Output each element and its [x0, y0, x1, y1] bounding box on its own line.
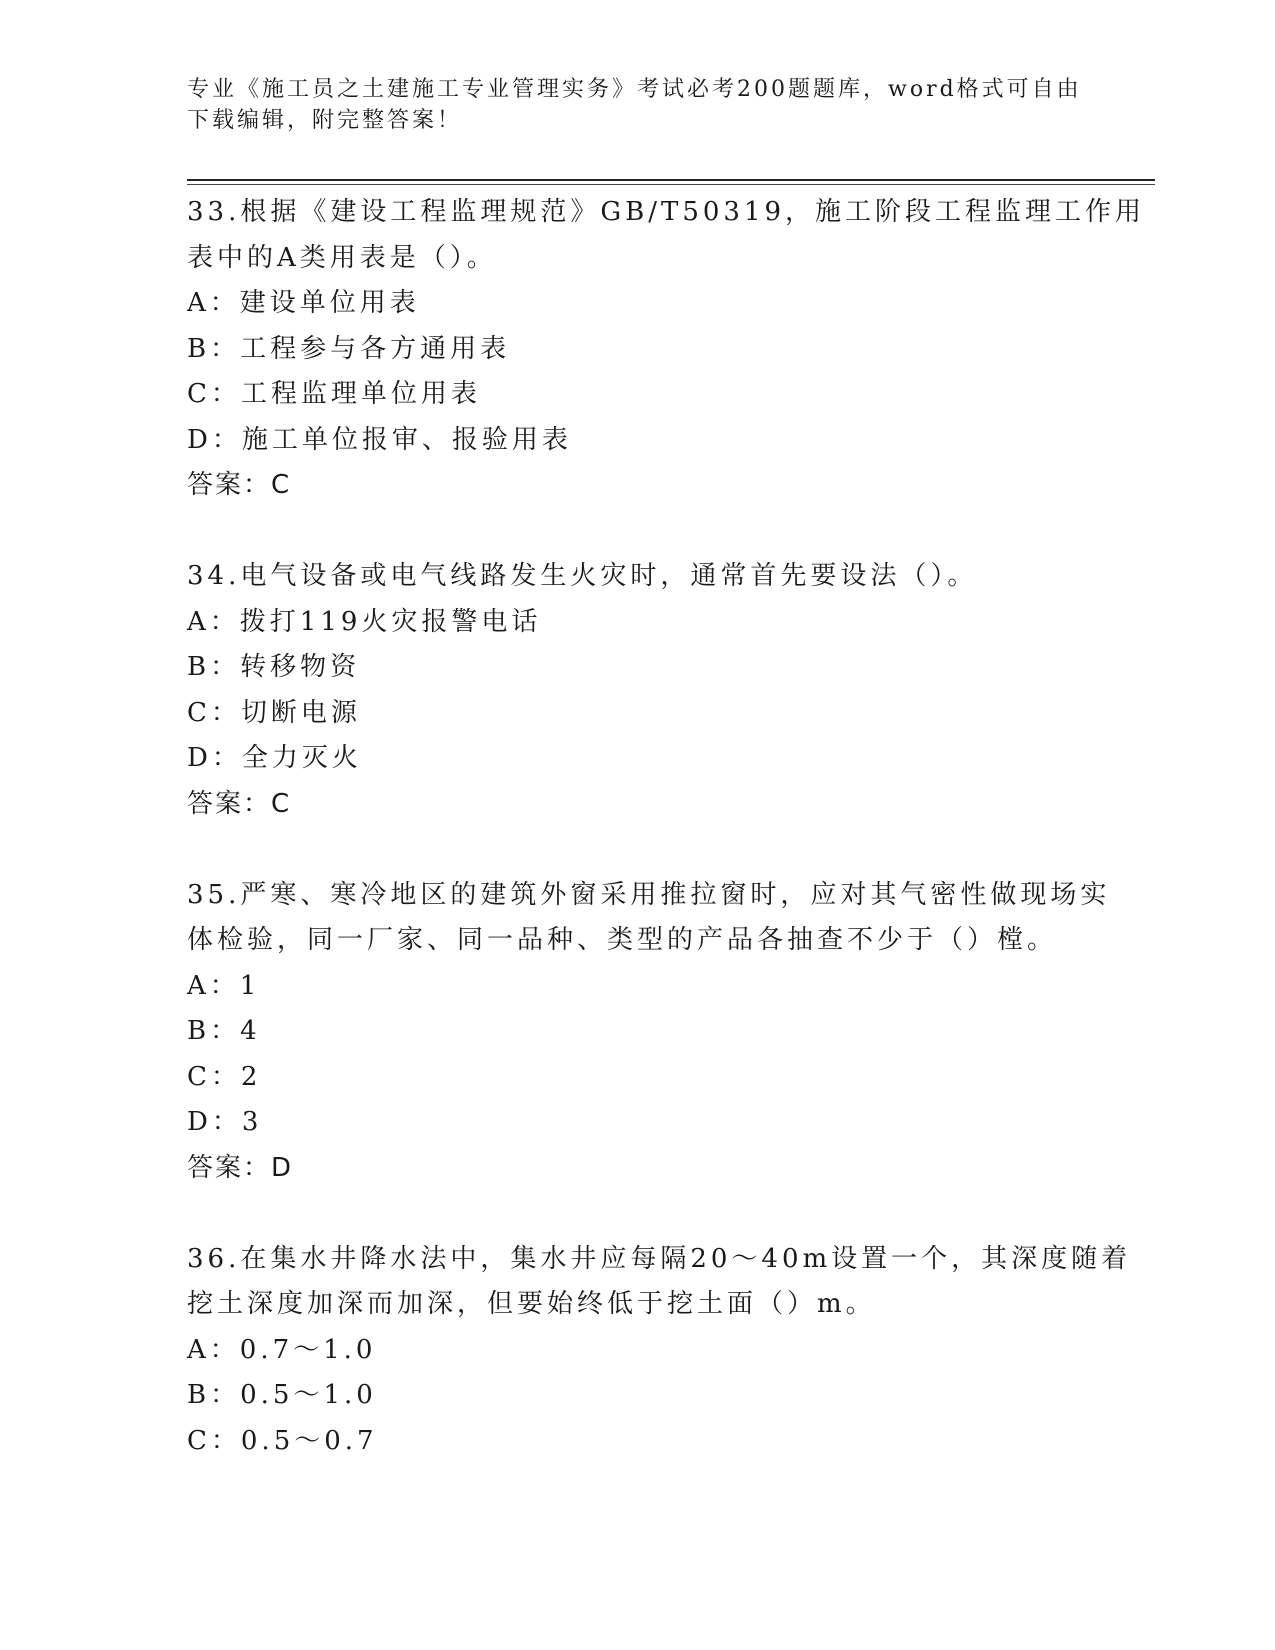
header-divider-thin: [187, 184, 1155, 185]
question-stem-line: 33.根据《建设工程监理规范》GB/T50319，施工阶段工程监理工作用: [187, 197, 1146, 227]
option-a: A：1: [187, 970, 261, 1001]
answer: 答案：C: [187, 788, 292, 819]
question-stem-line: 34.电气设备或电气线路发生火灾时，通常首先要设法（）。: [187, 561, 978, 591]
question-33: [187, 190, 1146, 554]
question-stem: [187, 873, 1111, 964]
question-stem-line: 表中的A类用表是（）。: [187, 242, 497, 273]
answer: 答案：C: [187, 470, 292, 500]
option-c: C：工程监理单位用表: [187, 379, 481, 409]
question-list: [187, 190, 1146, 1464]
option-d: D：3: [187, 1107, 263, 1137]
option-b: B：转移物资: [187, 652, 361, 682]
header-divider-thick: [187, 179, 1155, 181]
option-a: A：拨打119火灾报警电话: [187, 606, 542, 637]
document-header: [187, 74, 1082, 136]
header-line: 下载编辑，附完整答案！: [187, 108, 463, 133]
option-b: B：工程参与各方通用表: [187, 333, 511, 364]
question-34: [187, 554, 1087, 873]
option-b: B：0.5～1.0: [187, 1380, 377, 1410]
question-stem-line: 挖土深度加深而加深，但要始终低于挖土面（）m。: [187, 1289, 876, 1319]
option-a: A：建设单位用表: [187, 288, 420, 318]
option-d: D：施工单位报审、报验用表: [187, 424, 572, 455]
question-stem-line: 36.在集水井降水法中，集水井应每隔20～40m设置一个，其深度随着: [187, 1243, 1132, 1274]
answer: 答案：D: [187, 1152, 294, 1183]
option-d: D：全力灭火: [187, 743, 362, 773]
question-stem: [187, 554, 1087, 600]
question-spacer: [187, 827, 1087, 873]
option-b: B：4: [187, 1016, 261, 1046]
question-stem-line: 35.严寒、寒冷地区的建筑外窗采用推拉窗时，应对其气密性做现场实: [187, 879, 1111, 910]
question-stem-line: 体检验，同一厂家、同一品种、类型的产品各抽查不少于（）樘。: [187, 925, 1058, 955]
question-35: [187, 873, 1111, 1237]
question-stem: [187, 1237, 1132, 1328]
question-36: [187, 1237, 1132, 1465]
option-c: C：2: [187, 1061, 262, 1092]
option-c: C：0.5～0.7: [187, 1425, 378, 1456]
option-a: A：0.7～1.0: [187, 1334, 377, 1365]
question-spacer: [187, 1191, 1087, 1237]
option-c: C：切断电源: [187, 697, 361, 728]
question-spacer: [187, 509, 1087, 555]
question-stem: [187, 190, 1146, 281]
header-line: 专业《施工员之土建施工专业管理实务》考试必考200题题库，word格式可自由: [187, 77, 1082, 102]
